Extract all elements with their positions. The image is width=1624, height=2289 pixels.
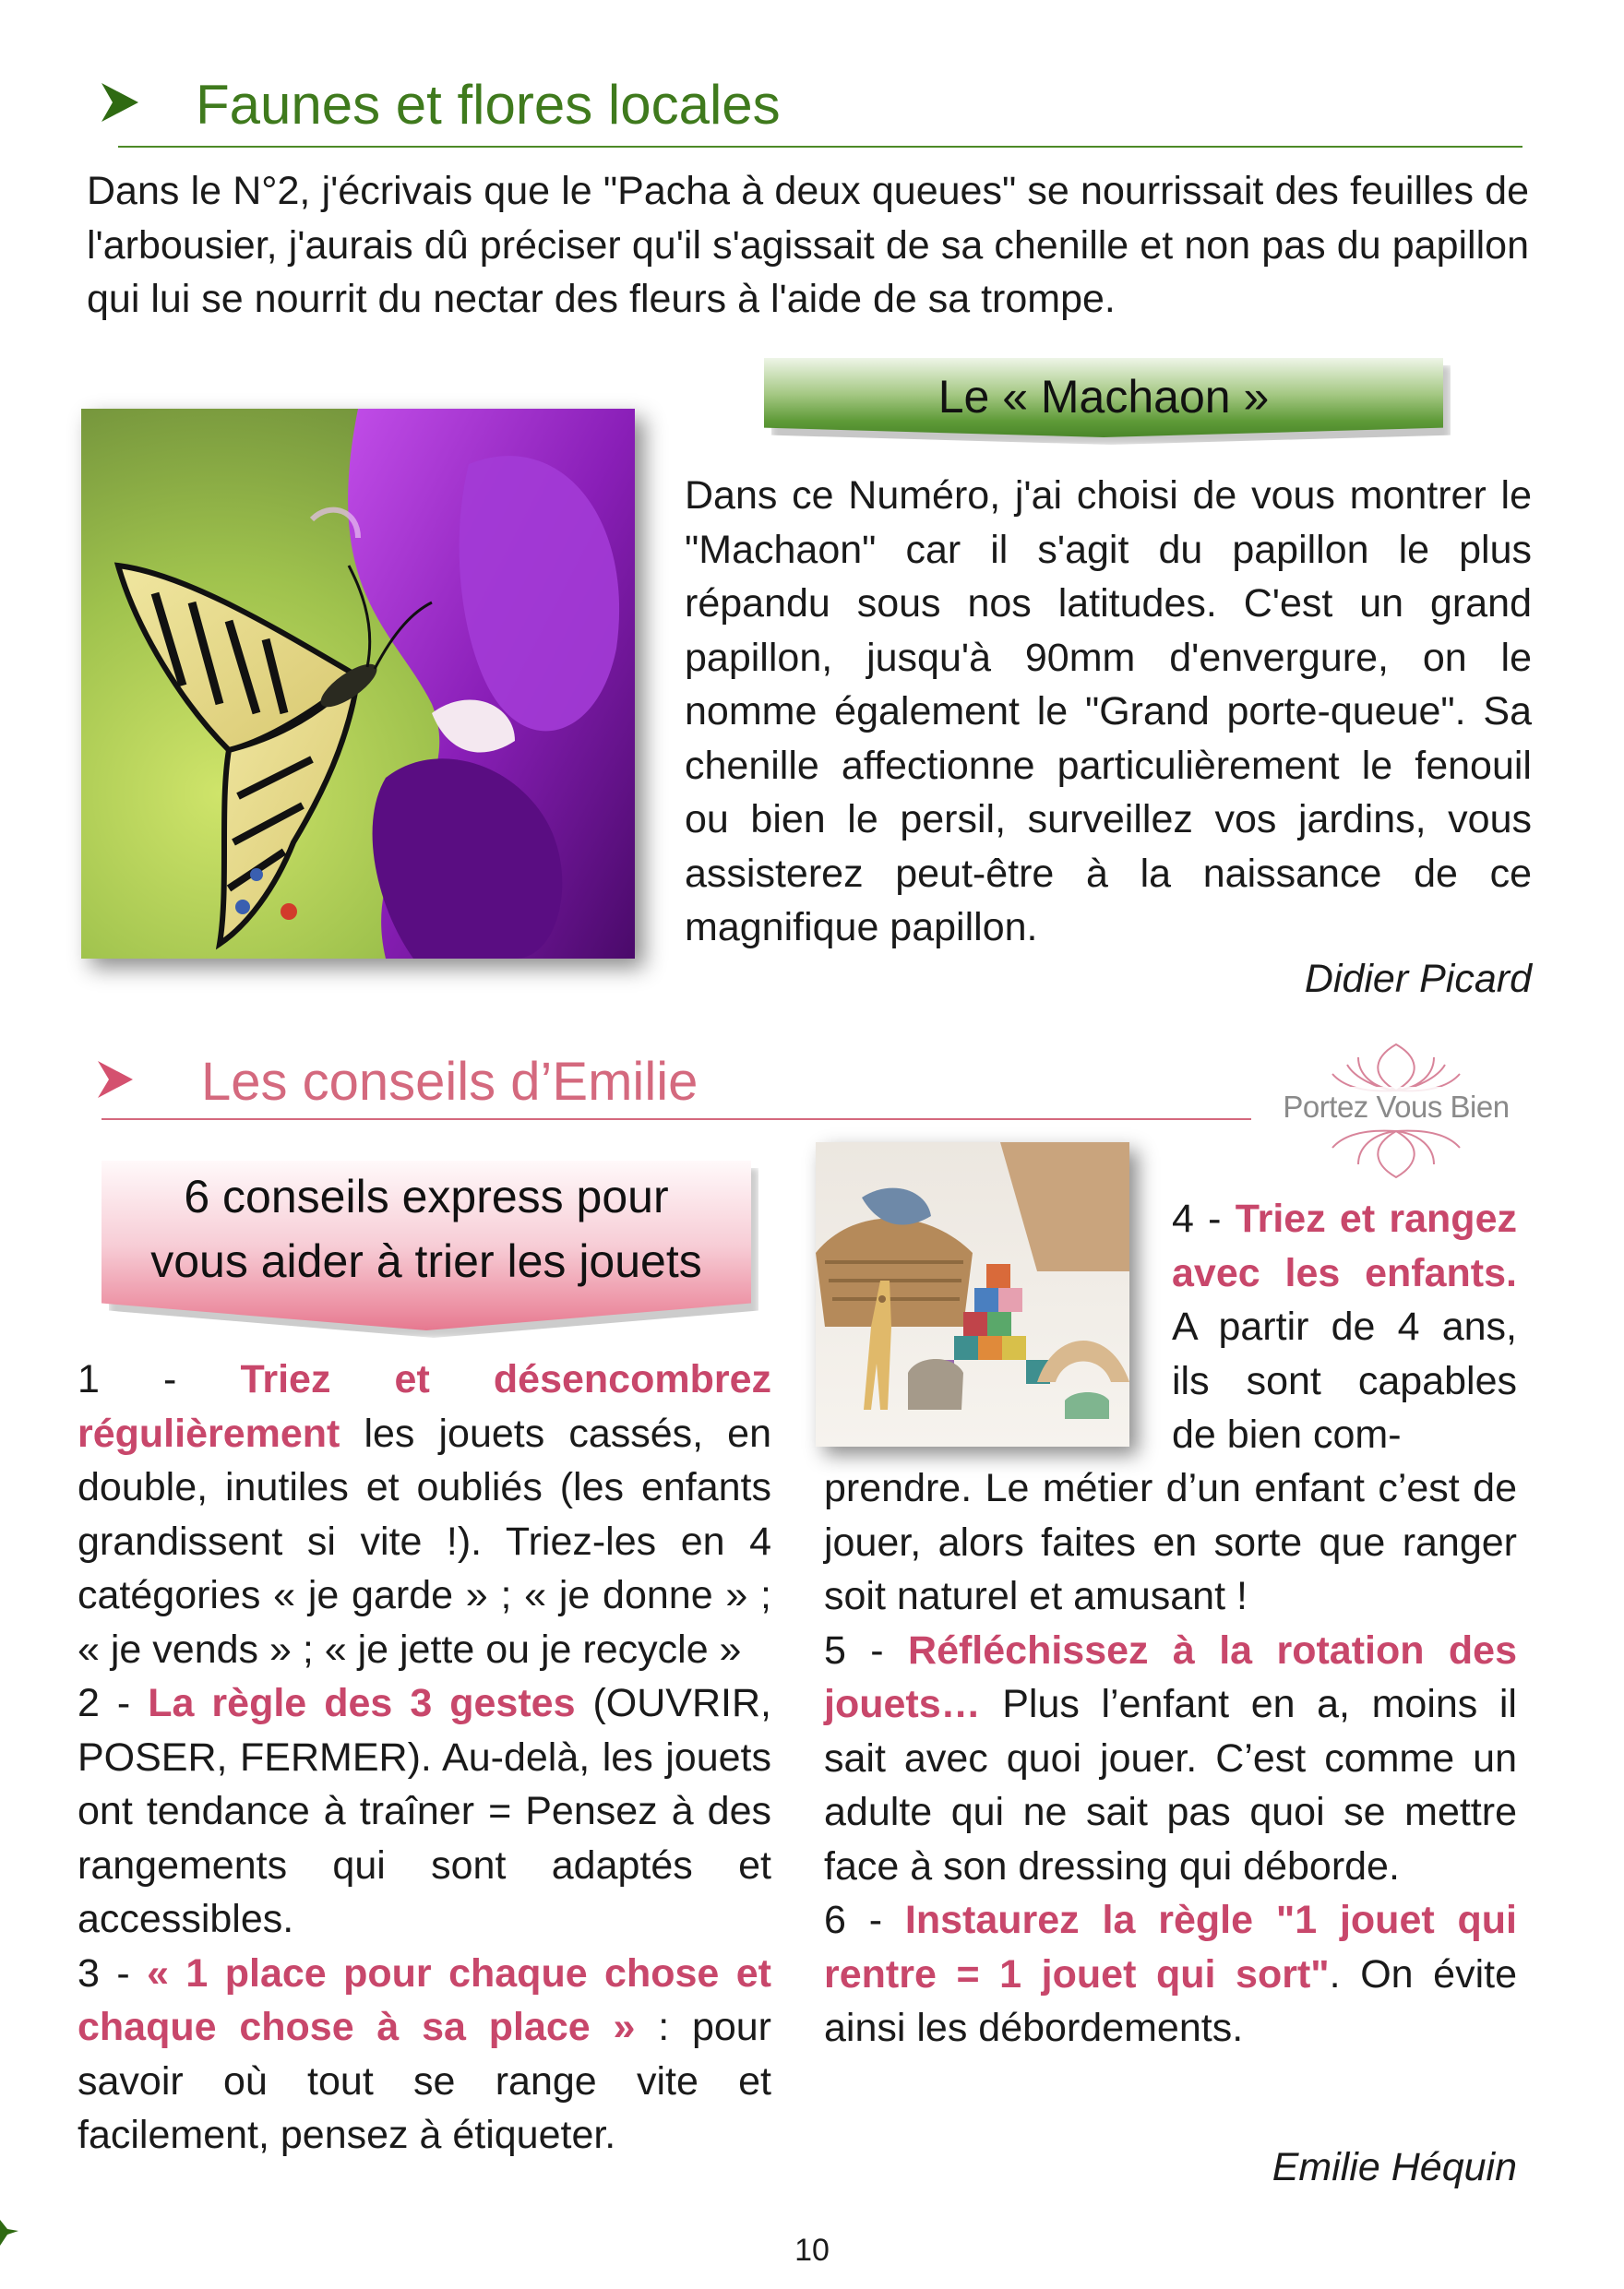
arrow-bullet-icon [96,1059,135,1100]
tip-5-heading: Réfléchissez à la rotation des jouets… [824,1627,1517,1726]
tip-6-number: 6 - [824,1898,905,1942]
toys-photo [816,1142,1129,1447]
section-title-conseils: Les conseils d’Emilie [201,1052,699,1112]
tip-4-heading: Triez et rangez avec les enfants. [1172,1197,1517,1295]
tip-1-heading: Triez et désencombrez régulièrement [78,1357,771,1456]
tip-4-number: 4 - [1172,1197,1236,1241]
star-ornament-icon [0,2214,20,2251]
tips-left-column [78,1353,771,2163]
tip-2-heading: La règle des 3 gestes [148,1681,576,1725]
arrow-bullet-icon [100,81,140,124]
tip-5-body: Plus l’enfant en a, moins il sait avec quoi jouer. C’est comme un adulte qui ne sait pas quoi se mettre face à son dressing qui déborde. [824,1682,1517,1889]
tip-6-body: On évite ainsi les débordements. [824,1951,1517,2050]
tip-5-number: 5 - [824,1627,909,1673]
tip-1-number: 1 - [78,1357,241,1401]
section-divider [118,146,1522,148]
section-title-faunes: Faunes et flores locales [196,74,781,136]
tip-3-heading: « 1 place pour chaque chose et chaque chose à sa place » [78,1950,771,2049]
tip-3-number: 3 - [78,1950,148,1996]
author-signature-emilie: Emilie Héquin [1272,2145,1517,2189]
page-number: 10 [794,2233,830,2268]
tip-4-body-b: prendre. Le métier d’un enfant c’est de jouer, alors faites en sorte que ranger soit naturel et amusant ! [824,1466,1517,1618]
intro-paragraph: Dans le N°2, j'écrivais que le "Pacha à deux queues" se nourrissait des feuilles de l'arbousier, j'aurais dû préciser qu'il s'agissait de sa chenille et non pas du papillon qui lui se nourrit du nectar des fleurs à l'aide de sa trompe. [87,169,1529,321]
author-signature-didier: Didier Picard [1304,957,1532,1001]
tips-banner-title [102,1164,751,1294]
machaon-article: Dans ce Numéro, j'ai choisi de vous montrer le "Machaon" car il s'agit du papillon le plus répandu sous nos latitudes. C'est un grand papillon, jusqu'à 90mm d'envergure, on le nomme également le "Grand porte-queue". Sa chenille affectionne particulièrement le fenouil ou bien le persil, surveillez vos jardins, vous assisterez peut-être à la naissance de ce magnifique papillon. [685,473,1532,949]
section-divider [102,1118,1251,1120]
tips-right-column [824,1461,1517,2056]
tip-6-heading: Instaurez la règle "1 jouet qui rentre = 1 jouet qui sort" [824,1898,1517,1997]
tip-2-body: (OUVRIR, POSER, FERMER). Au-delà, les jouets ont tendance à traîner = Pensez à des rangements qui sont adaptés et accessibles. [78,1681,771,1941]
tip-1-body: les jouets cassés, en double, inutiles et oubliés (les enfants grandissent si vite !). Triez-les en 4 catégories « je garde » ; « je donne » ; « je vends » ; « je jette ou je recycle » [78,1411,771,1672]
tips-banner-line2: vous aider à trier les jouets [150,1235,702,1287]
tips-banner-line1: 6 conseils express pour [184,1171,669,1222]
tip-3-body: : pour savoir où tout se range vite et facilement, pensez à étiqueter. [78,2005,772,2157]
machaon-banner-title: Le « Machaon » [937,371,1270,423]
tip-4-intro [1172,1192,1517,1462]
tip-6-dot: . [1329,1951,1341,1997]
tip-2-number: 2 - [78,1681,149,1725]
tip-4-body-a: A partir de 4 ans, ils sont capables de bien com- [1172,1305,1517,1457]
portez-vous-bien-logo-text: Portez Vous Bien [1266,1087,1526,1127]
butterfly-photo [81,409,635,959]
